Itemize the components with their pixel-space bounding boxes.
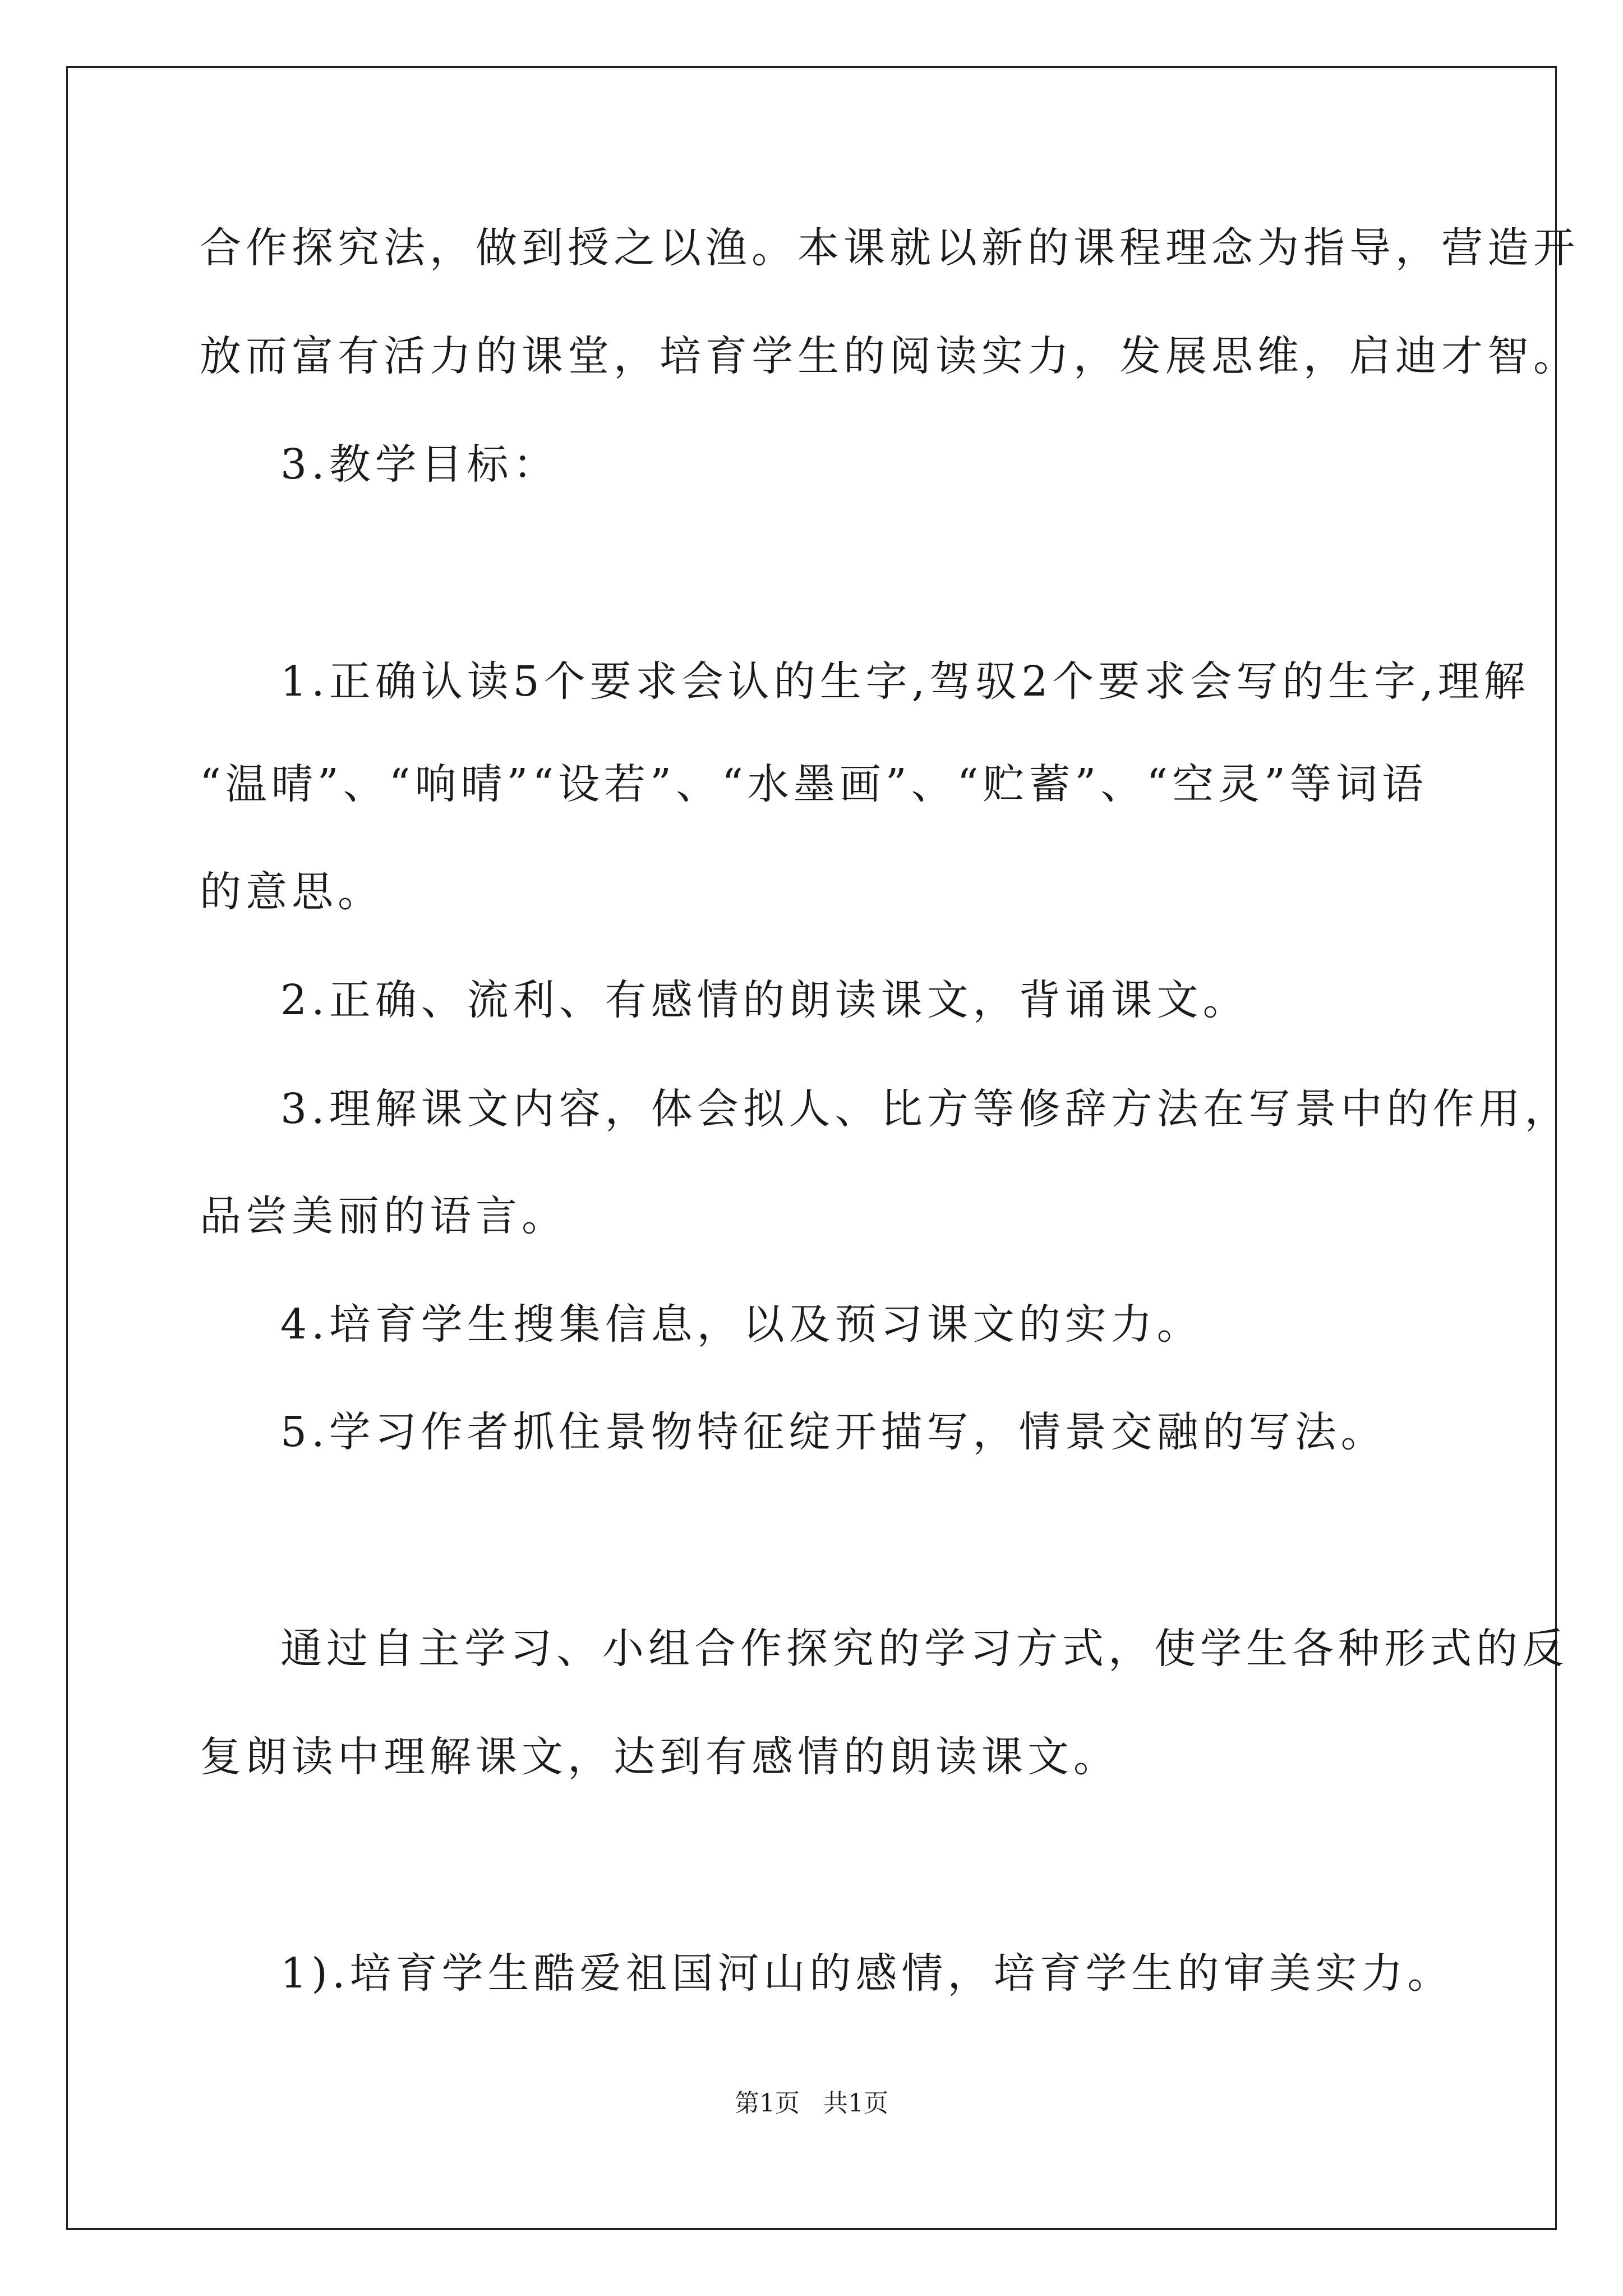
text-line: 放而富有活力的课堂，培育学生的阅读实力，发展思维，启迪才智。: [200, 332, 1579, 380]
page-border: [66, 66, 1557, 2230]
page-number: 第1页: [735, 2089, 800, 2118]
section-heading: 3.教学目标：: [280, 440, 559, 489]
page-footer: [0, 2087, 1623, 2120]
text-line: 通过自主学习、小组合作探究的学习方式，使学生各种形式的反: [280, 1625, 1568, 1673]
text-line: 1.正确认读5个要求会认的生字,驾驭2个要求会写的生字,理解: [280, 657, 1530, 706]
text-line: 2.正确、流利、有感情的朗读课文，背诵课文。: [280, 976, 1249, 1024]
page-count: 共1页: [823, 2089, 888, 2118]
text-line: 合作探究法，做到授之以渔。本课就以新的课程理念为指导，营造开: [200, 224, 1579, 272]
text-line: 的意思。: [200, 868, 384, 916]
text-line: 1).培育学生酷爱祖国河山的感情，培育学生的审美实力。: [280, 1949, 1454, 1998]
text-line: 4.培育学生搜集信息，以及预习课文的实力。: [280, 1300, 1203, 1349]
text-line: “温晴”、“响晴”“设若”、“水墨画”、“贮蓄”、“空灵”等词语: [200, 760, 1428, 808]
text-line: 5.学习作者抓住景物特征绽开描写，情景交融的写法。: [280, 1408, 1387, 1456]
text-line: 品尝美丽的语言。: [200, 1192, 568, 1240]
text-line: 3.理解课文内容，体会拟人、比方等修辞方法在写景中的作用，: [280, 1085, 1571, 1133]
text-line: 复朗读中理解课文，达到有感情的朗读课文。: [200, 1733, 1119, 1781]
